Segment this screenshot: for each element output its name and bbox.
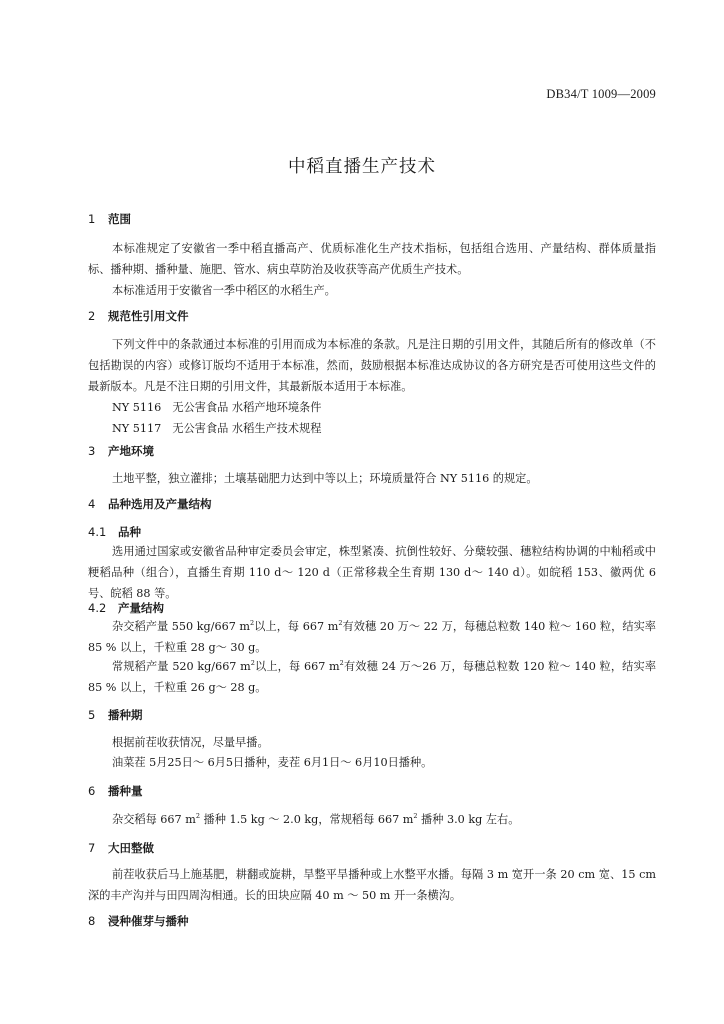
document-title: 中稻直播生产技术: [288, 157, 436, 177]
heading-sowing-period: 5 播种期: [88, 708, 143, 722]
reference-ny5116: NY 5116 无公害食品 水稻产地环境条件: [112, 401, 322, 414]
heading-yield-structure: 4.2 产量结构: [88, 601, 164, 615]
heading-soaking-sowing: 8 浸种催芽与播种: [88, 914, 189, 928]
references-paragraph: 下列文件中的条款通过本标准的引用而成为本标准的条款。凡是注日期的引用文件，其随后所有的修改单（不包括勘误的内容）或修订版均不适用于本标准，然而，鼓励根据本标准达成协议的各方研究是否可使用这些文件的最新版本。凡是不注日期的引用文件，其最新版本适用于本标准。: [88, 338, 656, 393]
heading-variety-yield: 4 品种选用及产量结构: [88, 497, 212, 511]
scope-paragraph: 本标准规定了安徽省一季中稻直播高产、优质标准化生产技术指标，包括组合选用、产量结构、群体质量指标、播种期、播种量、施肥、管水、病虫草防治及收获等高产优质生产技术。: [88, 242, 656, 276]
variety-paragraph: 选用通过国家或安徽省品种审定委员会审定，株型紧凑、抗倒性较好、分蘖较强、穗粒结构协调的中籼稻或中粳稻品种（组合），直播生育期 110 d～ 120 d（正常移栽全生育期 130 d～ 140 d）。如皖稻 153、徽两优 6 号、皖稻 88 等。: [88, 545, 656, 600]
conventional-yield-paragraph: 常规稻产量 520 kg/667 $m^2$以上，每 667 $m^2$有效穗 24 万～26 万，每穗总粒数 120 粒～ 140 粒，结实率 85 % 以上，千粒重 26 g～ 28 g。: [88, 659, 657, 694]
sowing-period-paragraph: 根据前茬收获情况，尽量早播。: [112, 736, 269, 749]
seeding-rate-paragraph: 杂交稻每 667 $m^2$ 播种 1.5 kg ～ 2.0 kg，常规稻每 667 $m^2$ 播种 3.0 kg 左右。: [112, 812, 520, 826]
scope-applicability: 本标准适用于安徽省一季中稻区的水稻生产。: [112, 284, 336, 297]
field-preparation-paragraph: 前茬收获后马上施基肥，耕翻或旋耕，旱整平旱播种或上水整平水播。每隔 3 m 宽开一条 20 cm 宽、15 cm 深的丰产沟并与田四周沟相通。长的田块应隔 40 m ～ 50 m 开一条横沟。: [88, 868, 656, 902]
heading-seeding-rate: 6 播种量: [88, 784, 143, 798]
standard-code: DB34/T 1009—2009: [546, 87, 656, 101]
heading-field-preparation: 7 大田整做: [88, 841, 154, 855]
heading-variety: 4.1 品种: [88, 525, 141, 539]
environment-paragraph: 土地平整，独立灌排；土壤基础肥力达到中等以上；环境质量符合 NY 5116 的规定。: [112, 472, 538, 485]
heading-scope: 1 范围: [88, 212, 131, 226]
hybrid-yield-paragraph: 杂交稻产量 550 kg/667 $m^2$以上，每 667 $m^2$有效穗 20 万～ 22 万，每穗总粒数 140 粒～ 160 粒，结实率 85 % 以上，千粒重 28 g～ 30 g。: [88, 619, 656, 654]
heading-normative-references: 2 规范性引用文件: [88, 309, 189, 323]
sowing-dates-paragraph: 油菜茬 5月25日～ 6月5日播种，麦茬 6月1日～ 6月10日播种。: [112, 756, 433, 769]
reference-ny5117: NY 5117 无公害食品 水稻生产技术规程: [112, 422, 322, 435]
heading-environment: 3 产地环境: [88, 444, 154, 458]
